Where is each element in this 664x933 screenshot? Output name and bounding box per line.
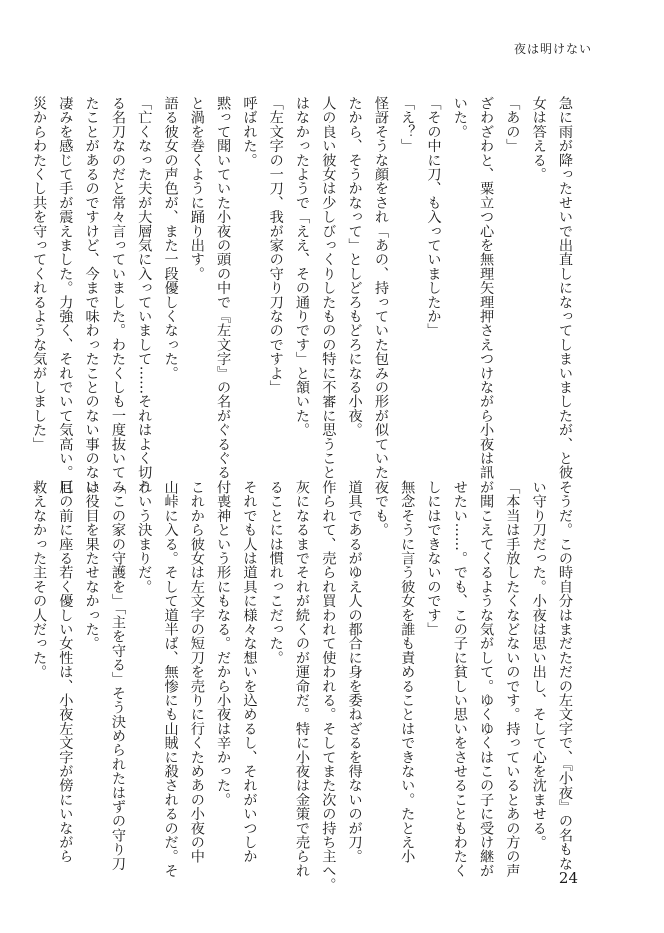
- text-line: 「その中に刀、も入っていましたか」: [425, 96, 442, 338]
- text-line: 救えなかった主その人だった。: [31, 480, 48, 679]
- text-line: 急に雨が降ったせいで出直しになってしまいましたが、と彼: [557, 96, 573, 480]
- text-line: ることには慣れっこだった。: [267, 480, 284, 665]
- text-line: せたい……。でも、この子に貧しい思いをさせることもわたく: [451, 480, 468, 878]
- page-number: 24: [558, 869, 578, 887]
- text-line: しにはできないのです」: [425, 480, 442, 637]
- text-line: 災からわたくし共を守ってくれるような気がしました」: [31, 96, 48, 451]
- text-line: と渦を巻くように踊り出す。: [188, 96, 205, 281]
- text-line: これから彼女は左文字の短刀を売りに行くためあの小夜の中: [188, 480, 205, 864]
- text-line: 夜でも。: [372, 480, 389, 537]
- text-line: が聞こえてくるような気がして。ゆくゆくはこの子に受け継が: [478, 480, 495, 878]
- text-line: 「本当は手放したくなどないのです。持っているとあの方の声: [504, 480, 521, 878]
- text-line: 山峠に入る。そして道半ば、無惨にも山賊に殺されるのだ。そ: [162, 480, 179, 878]
- text-line: 「あの」: [504, 96, 521, 153]
- text-line: い守り刀だった。小夜は思い出し、そして心を沈ませる。: [530, 480, 547, 850]
- text-line: 「亡くなった夫が大層気に入っていまして……それはよく切れ: [136, 96, 153, 494]
- text-line: はなかったようで「ええ、その通りです」と頷いた。: [294, 96, 311, 437]
- text-line: 作られて、売られ買われて使われる。そしてまた次の持ち主へ。: [320, 480, 337, 892]
- text-line: は役目を果たせなかった。: [83, 480, 100, 651]
- text-line: それでも人は道具に様々な想いを込めるし、それがいつしか: [241, 480, 258, 864]
- text-line: 無念そうに言う彼女を誰も責めることはできない。たとえ小: [399, 480, 416, 864]
- text-line: 道具であるがゆえ人の都合に身を委ねざるを得ないのが刀。: [346, 480, 363, 864]
- text-line: たから、そうかなって」としどろもどろになる小夜。: [346, 96, 363, 437]
- text-line: る名刀なのだと常々言っていました。わたくしも一度抜いてみ: [109, 96, 126, 494]
- text-line: いた。: [451, 96, 468, 139]
- text-line: たことがあるのですけど、今まで味わったことのない事のない: [83, 96, 100, 494]
- text-line: 黙って聞いていた小夜の頭の中で『左文字』の名がぐるぐる: [215, 96, 232, 480]
- text-line: 呼ばれた。: [241, 96, 258, 167]
- text-line: そうだ。この時自分はまだただの左文字で、『小夜』の名もな: [557, 480, 573, 871]
- text-line: 女は答える。: [530, 96, 547, 182]
- text-line: 語る彼女の声色が、また一段優しくなった。: [162, 96, 179, 380]
- running-title: 夜は明けない: [513, 42, 592, 56]
- text-block-upper: [31, 96, 578, 494]
- text-line: 「左文字の一刀、我が家の守り刀なのですよ」: [267, 96, 284, 395]
- text-line: 凄みを感じて手が震えました。力強く、それでいて気高い。厄: [57, 96, 74, 494]
- text-line: 「この家の守護を」「主を守る」そう決められたはずの守り刀: [109, 480, 126, 871]
- text-line: 灰になるまでそれが続くのが運命だ。特に小夜は金策で売られ: [294, 480, 311, 878]
- text-line: 人の良い彼女は少しびっくりしたものの特に不審に思うこと: [320, 96, 337, 480]
- text-line: 怪訝そうな顔をされ「あの、持っていた包みの形が似ていた: [372, 96, 389, 480]
- text-line: 目の前に座る若く優しい女性は、小夜左文字が傍にいながら: [57, 480, 74, 864]
- text-line: ざわざわと、粟立つ心を無理矢理押さえつけながら小夜は訊: [478, 96, 495, 480]
- text-line: 「え？」: [399, 96, 416, 153]
- text-line: ういう決まりだ。: [136, 480, 153, 594]
- text-line: 付喪神という形にもなる。だから小夜は辛かった。: [215, 480, 232, 807]
